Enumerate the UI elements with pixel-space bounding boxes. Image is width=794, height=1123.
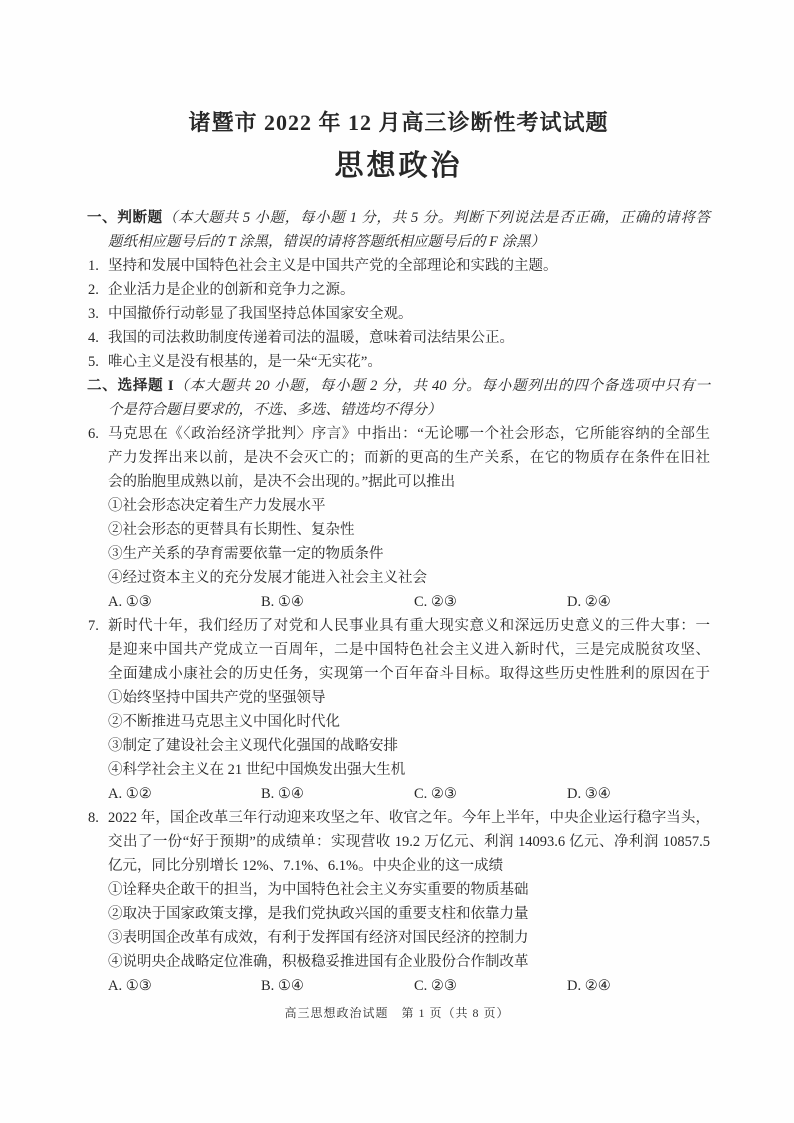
- question-number: 7.: [88, 618, 99, 634]
- statement-3: ③表明国企改革有成效，有利于发挥国有经济对国民经济的控制力: [108, 930, 529, 946]
- stem-line: 亿元，同比分别增长 12%、7.1%、6.1%。中央企业的这一成绩: [108, 858, 504, 874]
- mc-question-7: [87, 614, 710, 782]
- section1-note-part2: 题纸相应题号后的 T 涂黑，错误的请将答题纸相应题号后的 F 涂黑）: [108, 234, 546, 250]
- statement-2: ②不断推进马克思主义中国化时代化: [108, 714, 340, 730]
- option-c: C. ②③: [414, 594, 457, 610]
- question-number: 4.: [88, 330, 99, 346]
- statement-1: ①始终坚持中国共产党的坚强领导: [108, 690, 326, 706]
- stem-line: 交出了一份“好于预期”的成绩单：实现营收 19.2 万亿元、利润 14093.6 亿元、净利润 10857.5: [108, 834, 710, 850]
- option-d: D. ②④: [567, 594, 611, 610]
- stem-line: 会的胎胞里成熟以前，是决不会出现的。”据此可以推出: [108, 474, 456, 490]
- page-subtitle: 思想政治: [334, 150, 463, 182]
- page-footer: 高三思想政治试题 第 1 页（共 8 页）: [284, 1006, 510, 1020]
- question-text: 中国撤侨行动彰显了我国坚持总体国家安全观。: [108, 306, 413, 322]
- stem-line: 2022 年，国企改革三年行动迎来攻坚之年、收官之年。今年上半年，中央企业运行稳字当头，: [108, 810, 710, 826]
- option-c: C. ②③: [414, 786, 457, 802]
- section1-note-part1: （本大题共 5 小题，每小题 1 分，共 5 分。判断下列说法是否正确，正确的请将答: [162, 210, 711, 226]
- stem-line: 新时代十年，我们经历了对党和人民事业具有重大现实意义和深远历史意义的三件大事：一: [108, 618, 710, 634]
- statement-2: ②社会形态的更替具有长期性、复杂性: [108, 522, 355, 538]
- question-7-options: [87, 782, 710, 806]
- option-b: B. ①④: [261, 978, 304, 994]
- stem-line: 是迎来中国共产党成立一百周年，二是中国特色社会主义进入新时代，三是完成脱贫攻坚、: [108, 642, 710, 658]
- judge-question-5: [87, 350, 710, 374]
- judge-question-2: [87, 278, 710, 302]
- question-number: 3.: [88, 306, 99, 322]
- statement-4: ④说明央企战略定位准确，积极稳妥推进国有企业股份合作制改革: [108, 954, 529, 970]
- question-number: 6.: [88, 426, 99, 442]
- option-a: A. ①③: [108, 594, 152, 610]
- mc-question-8: [87, 806, 710, 974]
- question-6-options: [87, 590, 710, 614]
- stem-line: 产力发挥出来以前，是决不会灭亡的；而新的更高的生产关系，在它的物质存在条件在旧社: [108, 450, 710, 466]
- mc-question-6: [87, 422, 710, 590]
- section1-heading: [87, 206, 710, 254]
- option-d: D. ②④: [567, 978, 611, 994]
- option-b: B. ①④: [261, 594, 304, 610]
- question-text: 坚持和发展中国特色社会主义是中国共产党的全部理论和实践的主题。: [108, 258, 558, 274]
- statement-3: ③制定了建设社会主义现代化强国的战略安排: [108, 738, 398, 754]
- section2-label: 二、选择题 I: [87, 378, 174, 394]
- judge-question-3: [87, 302, 710, 326]
- stem-line: 马克思在《〈政治经济学批判〉序言》中指出：“无论哪一个社会形态，它所能容纳的全部生: [108, 426, 710, 442]
- statement-4: ④经过资本主义的充分发展才能进入社会主义社会: [108, 570, 427, 586]
- exam-body: [87, 206, 710, 998]
- option-b: B. ①④: [261, 786, 304, 802]
- section1-heading-line1: [87, 206, 710, 230]
- question-text: 唯心主义是没有根基的，是一朵“无实花”。: [108, 354, 382, 370]
- section2-note-part2: 个是符合题目要求的，不选、多选、错选均不得分）: [108, 402, 442, 418]
- statement-1: ①诠释央企敢干的担当，为中国特色社会主义夯实重要的物质基础: [108, 882, 529, 898]
- question-text: 我国的司法救助制度传递着司法的温暖，意味着司法结果公正。: [108, 330, 514, 346]
- option-a: A. ①②: [108, 786, 152, 802]
- page-title: 诸暨市 2022 年 12 月高三诊断性考试试题: [188, 110, 609, 135]
- option-d: D. ③④: [567, 786, 611, 802]
- stem-line: 全面建成小康社会的历史任务，实现第一个百年奋斗目标。取得这些历史性胜利的原因在于: [108, 666, 710, 682]
- statement-2: ②取决于国家政策支撑，是我们党执政兴国的重要支柱和依靠力量: [108, 906, 529, 922]
- section2-heading: [87, 374, 710, 422]
- option-c: C. ②③: [414, 978, 457, 994]
- option-a: A. ①③: [108, 978, 152, 994]
- statement-4: ④科学社会主义在 21 世纪中国焕发出强大生机: [108, 762, 406, 778]
- question-number: 8.: [88, 810, 99, 826]
- judge-question-1: [87, 254, 710, 278]
- statement-3: ③生产关系的孕育需要依靠一定的物质条件: [108, 546, 384, 562]
- question-text: 企业活力是企业的创新和竞争力之源。: [108, 282, 355, 298]
- judge-question-4: [87, 326, 710, 350]
- statement-1: ①社会形态决定着生产力发展水平: [108, 498, 326, 514]
- section2-heading-line1: [87, 374, 710, 398]
- question-number: 2.: [88, 282, 99, 298]
- question-8-options: [87, 974, 710, 998]
- section2-note-part1: （本大题共 20 小题，每小题 2 分，共 40 分。每小题列出的四个备选项中只有一: [173, 378, 710, 394]
- question-number: 5.: [88, 354, 99, 370]
- section1-label: 一、判断题: [87, 210, 163, 226]
- question-number: 1.: [88, 258, 99, 274]
